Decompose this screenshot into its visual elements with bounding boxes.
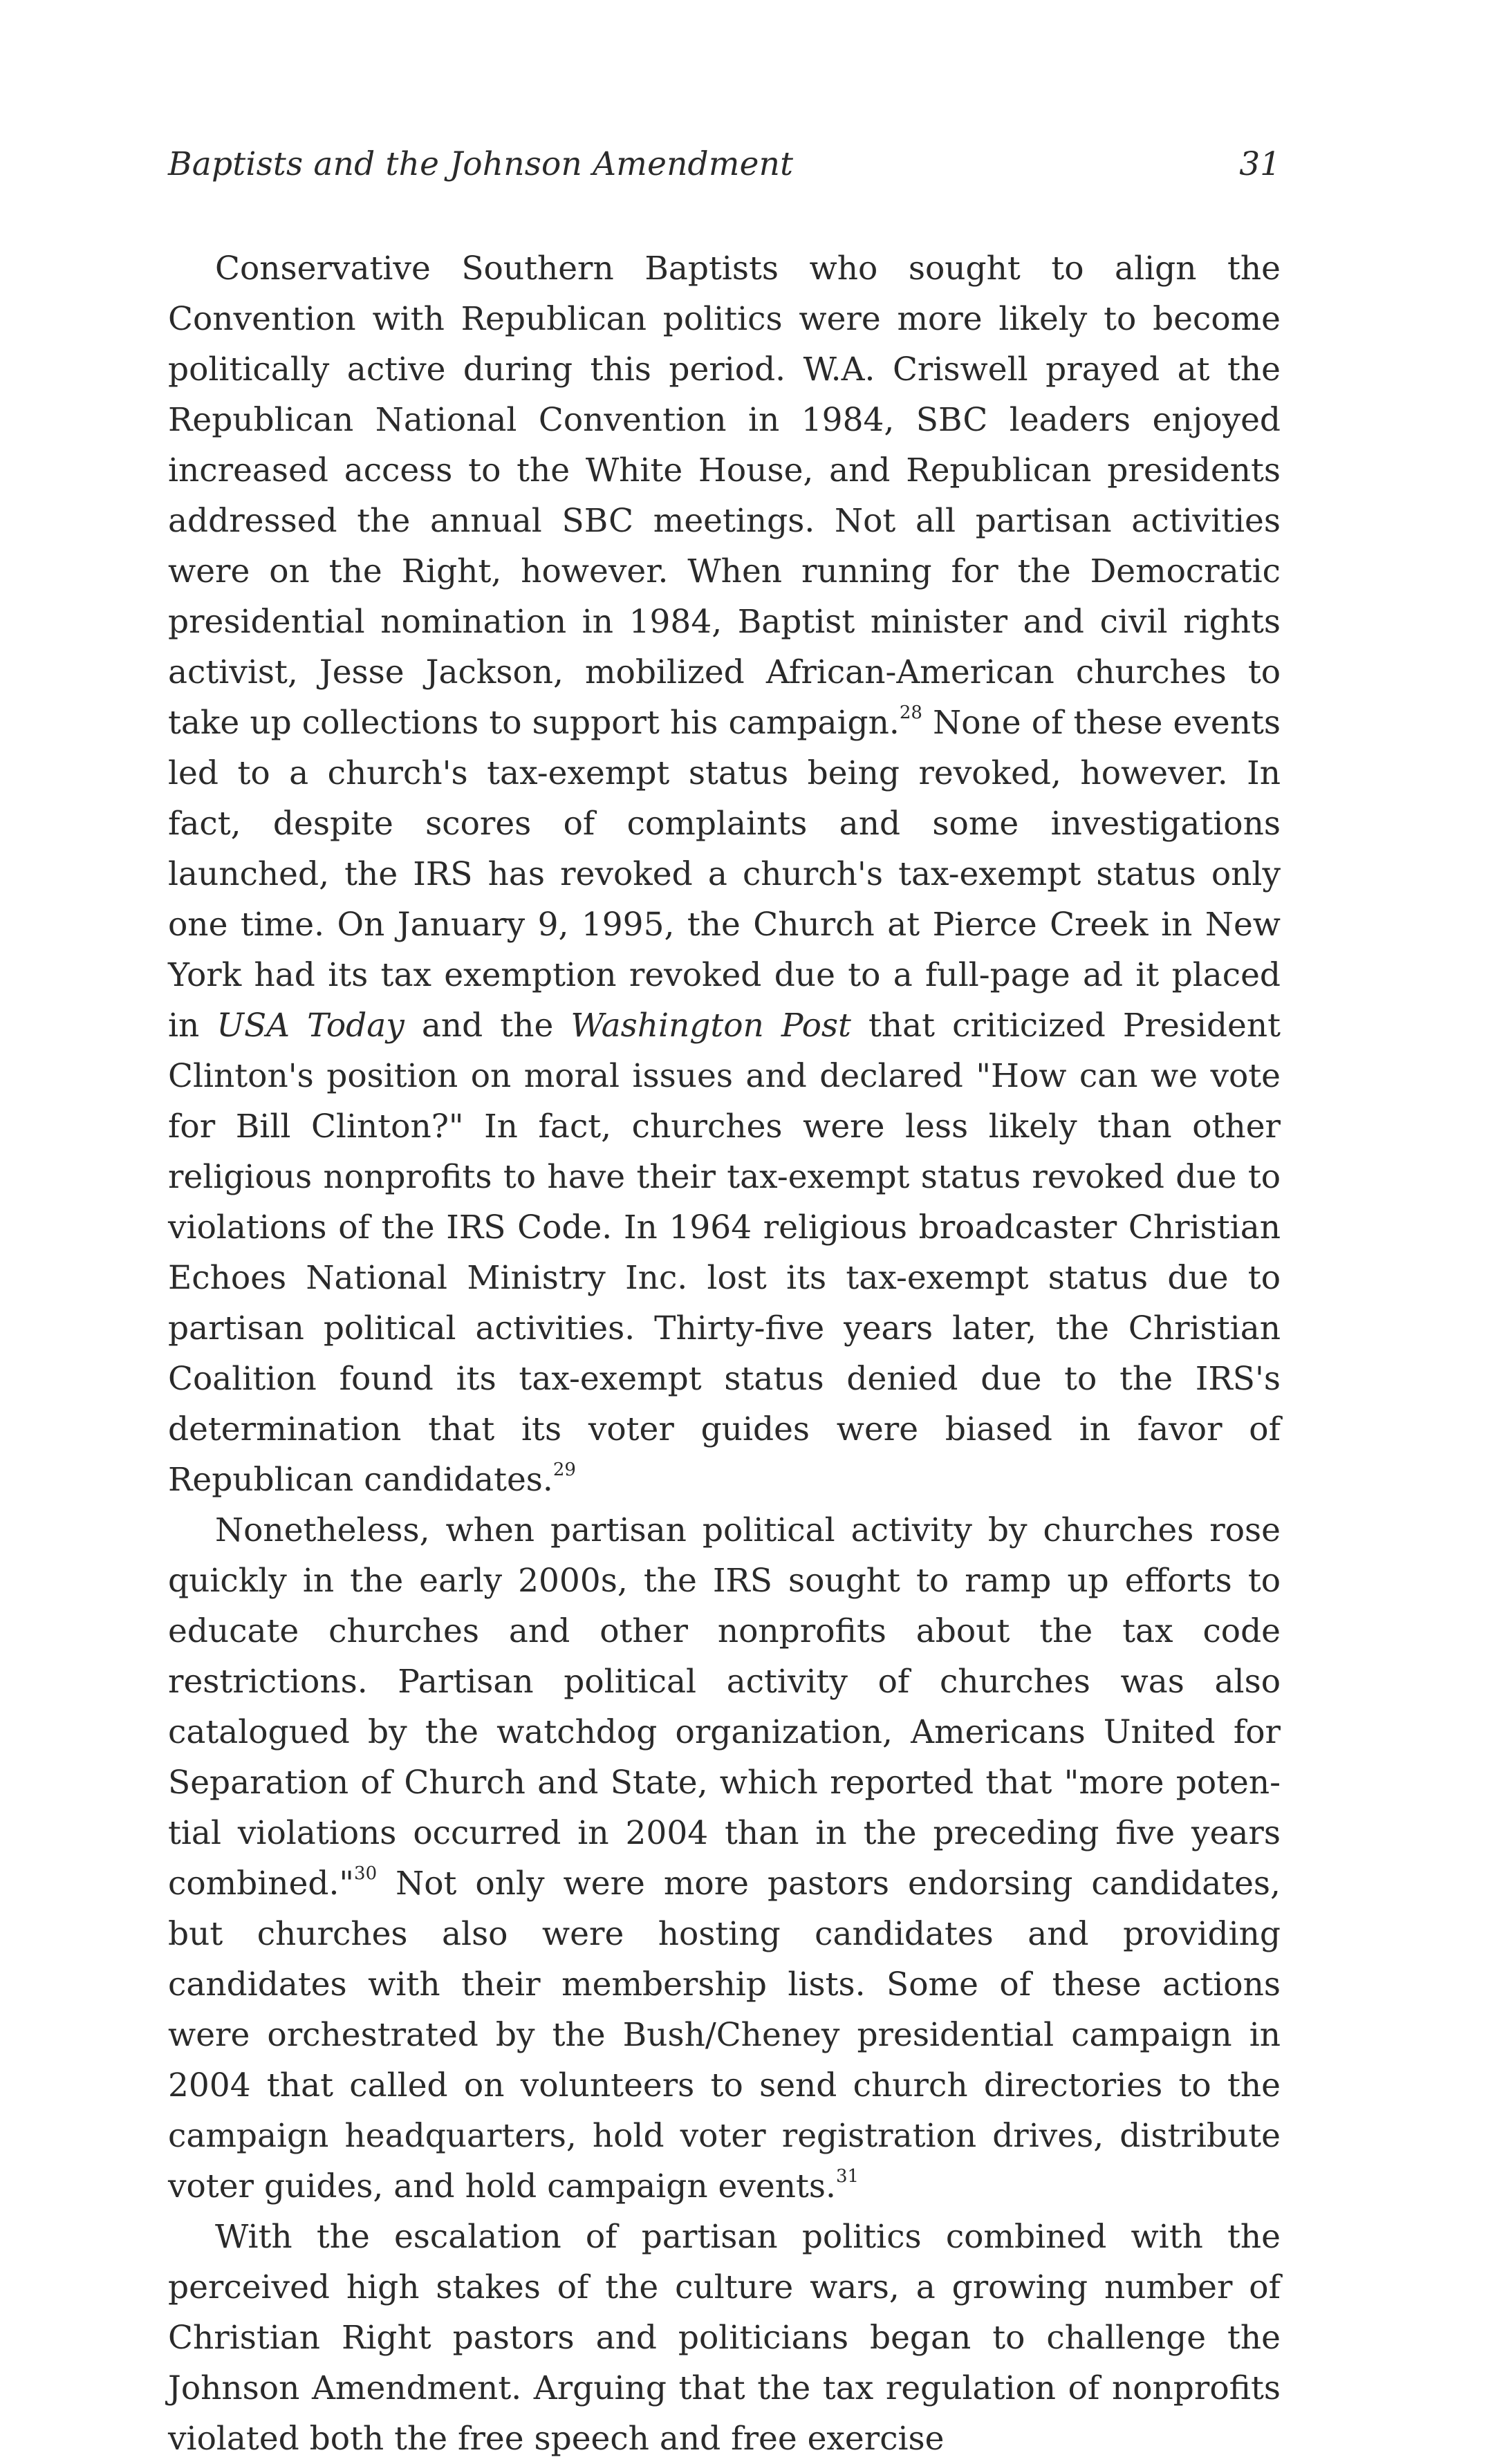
paragraph-text: With the escalation of partisan politics combined with the perceived high stakes of the culture wars, a growing number of Christian Right pastors and politicians began to challenge the Johnson Amendment. Arguing that the tax regulation of nonprofits violated both the free speech and free exercise bbox=[168, 2218, 1281, 2458]
paragraph-text: and the bbox=[404, 1007, 571, 1045]
paragraph-text: Not only were more pastors endorsing candidates, but churches also were hosting candidates and providing candidates with their membership lists. Some of these actions were orchestrated by the Bush/Cheney presidential campaign in 2004 that called on volunteers to send church directories to the campaign headquarters, hold voter registration drives, distribute voter guides, and hold campaign events. bbox=[168, 1865, 1281, 2205]
paragraph-2 bbox=[168, 1505, 1281, 2212]
paragraph-1 bbox=[168, 243, 1281, 1505]
footnote-ref-31[interactable]: 31 bbox=[835, 2166, 859, 2187]
page-number: 31 bbox=[1239, 145, 1281, 183]
body-text bbox=[168, 243, 1281, 2464]
footnote-ref-28[interactable]: 28 bbox=[899, 702, 922, 723]
running-header bbox=[168, 144, 1281, 185]
paragraph-text: Conservative Southern Baptists who sought to align the Convention with Republican politics were more likely to become politically active during this period. W.A. Criswell prayed at the Republican National Convention in 1984, SBC leaders enjoyed increased access to the White House, and Republican presidents addressed the annual SBC meetings. Not all partisan activities were on the Right, however. When running for the Democratic presidential nomination in 1984, Baptist minister and civil rights activist, Jesse Jackson, mobilized African-American churches to take up collections to support his campaign. bbox=[168, 250, 1281, 742]
publication-title: USA Today bbox=[216, 1007, 405, 1045]
publication-title: Washington Post bbox=[570, 1007, 851, 1045]
running-title: Baptists and the Johnson Amendment bbox=[168, 145, 794, 183]
paragraph-text: Nonetheless, when partisan political activity by churches rose quickly in the early 2000s, the IRS sought to ramp up efforts to educate churches and other nonprofits about the tax code restrictions. Partisan political activity of churches was also catalogued by the watchdog organization, Americans United for Separation of Church and State, which reported that "more potential violations occurred in 2004 than in the preceding five years combined." bbox=[168, 1511, 1281, 1903]
paragraph-text: None of these events led to a church's tax-exempt status being revoked, however. In fact, despite scores of complaints and some investigations launched, the IRS has revoked a church's tax-exempt status only one time. On January 9, 1995, the Church at Pierce Creek in New York had its tax exemption revoked due to a full-page ad it placed in bbox=[168, 704, 1281, 1045]
paragraph-3 bbox=[168, 2212, 1281, 2464]
footnote-ref-29[interactable]: 29 bbox=[552, 1459, 576, 1480]
footnote-ref-30[interactable]: 30 bbox=[354, 1863, 378, 1884]
paragraph-text: that criticized President Clinton's position on moral issues and declared "How can we vote for Bill Clinton?" In fact, churches were less likely than other religious nonprofits to have their tax-exempt status revoked due to violations of the IRS Code. In 1964 religious broadcaster Christian Echoes National Ministry Inc. lost its tax-exempt status due to partisan political activities. Thirty-five years later, the Christian Coalition found its tax-exempt status denied due to the IRS's determination that its voter guides were biased in favor of Republican candidates. bbox=[168, 1007, 1281, 1499]
